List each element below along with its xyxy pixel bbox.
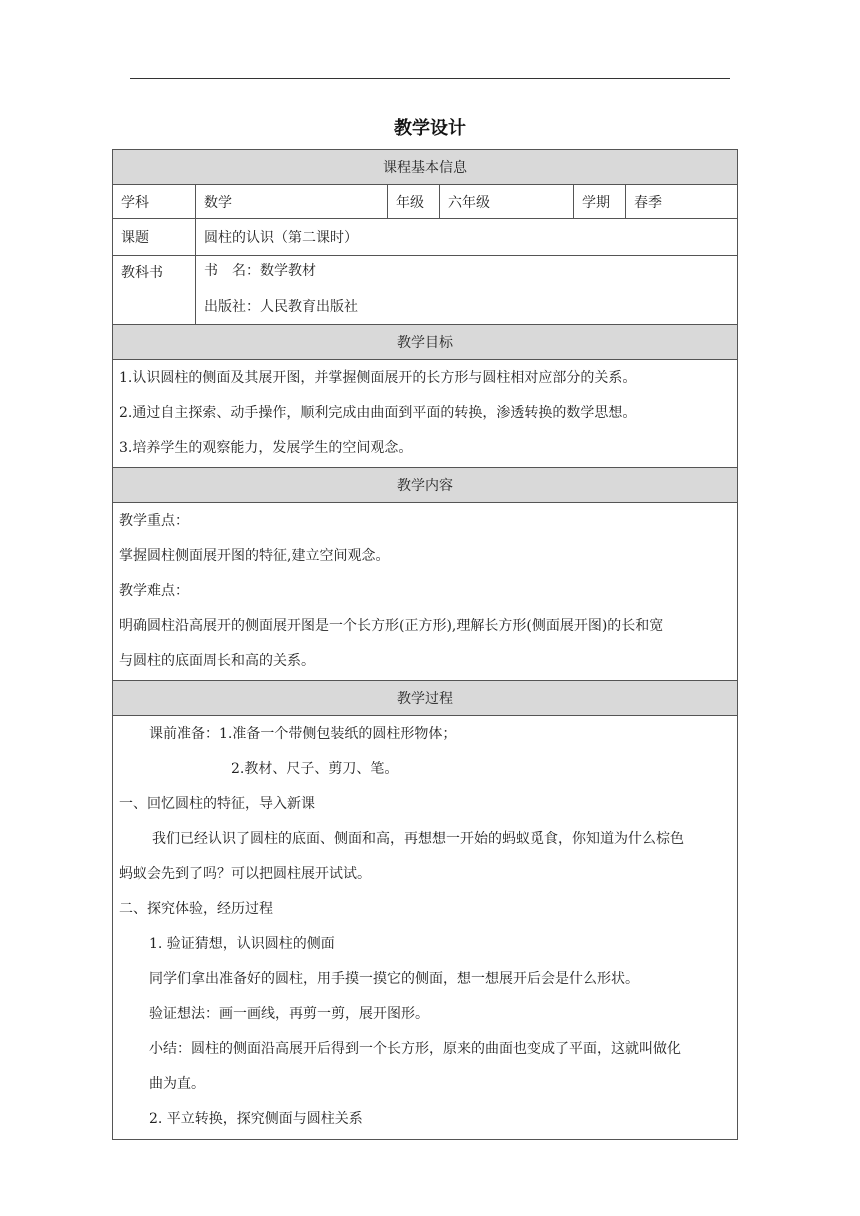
part1-heading: 一、回忆圆柱的特征，导入新课 (119, 796, 315, 812)
content-header-row (113, 468, 738, 503)
topic-row (113, 219, 738, 256)
prep-line-2: 2.教材、尺子、剪刀、笔。 (231, 761, 399, 777)
term-label: 学期 (574, 185, 626, 219)
focus-text: 掌握圆柱侧面展开图的特征,建立空间观念。 (119, 548, 390, 564)
subject-value: 数学 (196, 185, 388, 219)
prep-line-1: 课前准备：1.准备一个带侧包装纸的圆柱形物体； (149, 726, 457, 742)
textbook-label: 教科书 (113, 256, 196, 325)
content-body (113, 503, 738, 681)
textbook-row (113, 256, 738, 325)
section-title-process: 教学过程 (113, 681, 738, 716)
term-value: 春季 (626, 185, 738, 219)
objective-item-3: 3.培养学生的观察能力，发展学生的空间观念。 (119, 440, 413, 456)
part1-paragraph-line2: 蚂蚁会先到了吗？可以把圆柱展开试试。 (119, 866, 371, 882)
step1-title: 1. 验证猜想，认识圆柱的侧面 (149, 936, 335, 952)
objectives-list (113, 360, 738, 468)
difficulty-label: 教学难点： (119, 583, 189, 599)
basic-info-header-row (113, 150, 738, 185)
book-name-line: 书 名：数学教材 (204, 263, 316, 279)
grade-label: 年级 (388, 185, 440, 219)
objective-item-1: 1.认识圆柱的侧面及其展开图，并掌握侧面展开的长方形与圆柱相对应部分的关系。 (119, 370, 637, 386)
publisher-line: 出版社：人民教育出版社 (204, 299, 358, 315)
part2-heading: 二、探究体验，经历过程 (119, 901, 273, 917)
summary-line1: 小结：圆柱的侧面沿高展开后得到一个长方形，原来的曲面也变成了平面，这就叫做化 (149, 1041, 681, 1057)
focus-label: 教学重点： (119, 513, 189, 529)
grade-value: 六年级 (440, 185, 574, 219)
objectives-row (113, 360, 738, 468)
process-body (113, 716, 738, 1140)
step2-title: 2. 平立转换，探究侧面与圆柱关系 (149, 1111, 363, 1127)
part1-paragraph-line1: 我们已经认识了圆柱的底面、侧面和高，再想想一开始的蚂蚁觅食，你知道为什么棕色 (152, 831, 684, 847)
section-title-basic-info: 课程基本信息 (113, 150, 738, 185)
textbook-value (196, 256, 738, 325)
section-title-content: 教学内容 (113, 468, 738, 503)
verify-text: 验证想法：画一画线，再剪一剪，展开图形。 (149, 1006, 429, 1022)
content-row (113, 503, 738, 681)
summary-line2: 曲为直。 (149, 1076, 205, 1092)
objectives-header-row (113, 325, 738, 360)
process-header-row (113, 681, 738, 716)
topic-value: 圆柱的认识（第二课时） (196, 219, 738, 256)
page-title: 教学设计 (394, 118, 466, 139)
subject-label: 学科 (113, 185, 196, 219)
step1-text: 同学们拿出准备好的圆柱，用手摸一摸它的侧面，想一想展开后会是什么形状。 (149, 971, 639, 987)
section-title-objectives: 教学目标 (113, 325, 738, 360)
difficulty-text-line1: 明确圆柱沿高展开的侧面展开图是一个长方形(正方形),理解长方形(侧面展开图)的长和宽 (119, 618, 664, 634)
difficulty-text-line2: 与圆柱的底面周长和高的关系。 (119, 653, 315, 669)
topic-label: 课题 (113, 219, 196, 256)
subject-row (113, 185, 738, 219)
lesson-plan-table (112, 149, 738, 1140)
objective-item-2: 2.通过自主探索、动手操作，顺利完成由曲面到平面的转换，渗透转换的数学思想。 (119, 405, 637, 421)
header-rule (130, 78, 730, 79)
process-row (113, 716, 738, 1140)
